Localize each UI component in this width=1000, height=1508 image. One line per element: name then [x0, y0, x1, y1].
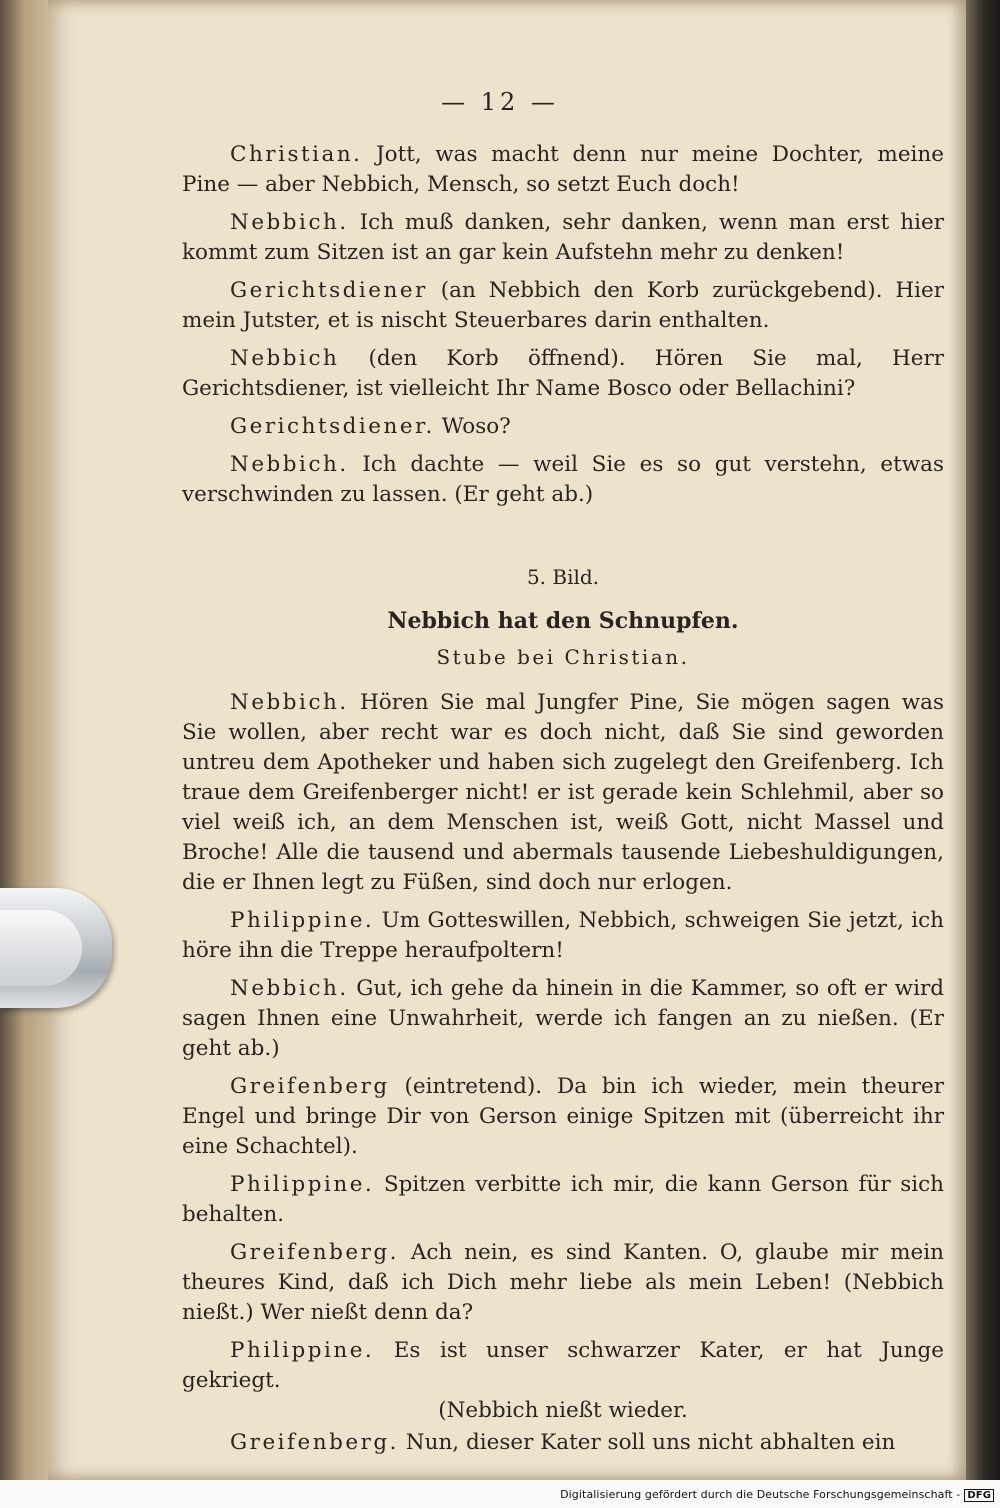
paragraph-text: Ich muß danken, sehr danken, wenn man erst hier kommt zum Sitzen ist an gar kein Aufstehn mehr zu denken! — [182, 210, 944, 265]
paragraph — [182, 1336, 944, 1396]
book-spine-right — [960, 0, 1000, 1508]
paragraph — [182, 1428, 944, 1458]
paragraph — [182, 1072, 944, 1162]
speaker-name: Gerichtsdiener. — [230, 414, 435, 439]
paragraph-text: (an Nebbich den Korb zurückgebend). Hier mein Jutster, et is nischt Steuerbares darin enthalten. — [182, 278, 944, 333]
speaker-name: Greifenberg — [230, 1074, 390, 1099]
page-number: — 12 — — [441, 88, 559, 116]
speaker-name: Nebbich — [230, 346, 340, 371]
paragraph-text: Ach nein, es sind Kanten. O, glaube mir mein theures Kind, daß ich Dich mehr liebe als mein Leben! (Nebbich nießt.) Wer nießt denn da? — [182, 1240, 944, 1325]
paragraph — [182, 140, 944, 200]
speaker-name: Christian. — [230, 142, 363, 167]
paragraph — [182, 344, 944, 404]
paragraph — [182, 412, 944, 442]
stage-direction: (Nebbich nießt wieder. — [438, 1398, 688, 1423]
paragraph — [182, 1238, 944, 1328]
dfg-logo: DFG — [964, 1489, 994, 1502]
paragraph-text: Um Gotteswillen, Nebbich, schweigen Sie jetzt, ich höre ihn die Treppe heraufpoltern! — [182, 908, 944, 963]
paragraph — [182, 974, 944, 1064]
paragraph — [182, 906, 944, 966]
paragraph — [182, 276, 944, 336]
speaker-name: Nebbich. — [230, 452, 349, 477]
bottom-text-block — [182, 688, 944, 1458]
scene-title: Nebbich hat den Schnupfen. — [387, 608, 739, 634]
paragraph — [182, 1170, 944, 1230]
speaker-name: Gerichtsdiener — [230, 278, 428, 303]
paragraph — [182, 688, 944, 898]
paragraph-text: (eintretend). Da bin ich wieder, mein theurer Engel und bringe Dir von Gerson einige Spitzen mit (überreicht ihr eine Schachtel). — [182, 1074, 944, 1159]
speaker-name: Greifenberg. — [230, 1430, 399, 1455]
paragraph-text: Woso? — [434, 414, 511, 439]
speaker-name: Philippine. — [230, 1172, 375, 1197]
speaker-name: Nebbich. — [230, 690, 349, 715]
scene-number: 5. Bild. — [526, 565, 600, 589]
paragraph-text: (den Korb öffnend). Hören Sie mal, Herr Gerichtsdiener, ist vielleicht Ihr Name Bosco oder Bellachini? — [182, 346, 944, 401]
paragraph-text: Hören Sie mal Jungfer Pine, Sie mögen sagen was Sie wollen, aber recht war es doch nicht, daß Sie sind geworden untreu dem Apotheker und haben sich zugelegt den Greifenberg. Ich traue dem Greifenberger nicht! er ist gerade kein Schlehmil, aber so viel weiß ich, an dem Menschen ist, weiß Gott, nicht Massel und Broche! Alle die tausend und abermals tausende Liebeshuldigungen, die er Ihnen legt zu Füßen, sind doch nur erlogen. — [182, 690, 944, 895]
paragraph-text: Spitzen verbitte ich mir, die kann Gerson für sich behalten. — [182, 1172, 944, 1227]
paragraph-text: Ich dachte — weil Sie es so gut verstehn, etwas verschwinden zu lassen. (Er geht ab.) — [182, 452, 944, 507]
speaker-name: Greifenberg. — [230, 1240, 399, 1265]
paragraph-text: Nun, dieser Kater soll uns nicht abhalten ein — [398, 1430, 896, 1455]
paragraph — [182, 208, 944, 268]
speaker-name: Philippine. — [230, 1338, 375, 1363]
page-clip — [0, 888, 112, 1008]
paragraph-text: Gut, ich gehe da hinein in die Kammer, so oft er wird sagen Ihnen eine Unwahrheit, werde ich fangen an zu nießen. (Er geht ab.) — [182, 976, 944, 1061]
page-clip-highlight — [0, 910, 82, 986]
speaker-name: Nebbich. — [230, 976, 349, 1001]
scene-setting: Stube bei Christian. — [436, 645, 690, 669]
paragraph-text: Jott, was macht denn nur meine Dochter, meine Pine — aber Nebbich, Mensch, so setzt Euch doch! — [182, 142, 944, 197]
paragraph-text: Es ist unser schwarzer Kater, er hat Junge gekriegt. — [182, 1338, 944, 1393]
paragraph — [182, 450, 944, 510]
top-text-block — [182, 140, 944, 518]
footer-text: Digitalisierung gefördert durch die Deutsche Forschungsgemeinschaft - — [560, 1488, 961, 1501]
footer — [560, 1488, 994, 1501]
scene-heading — [182, 562, 944, 680]
speaker-name: Philippine. — [230, 908, 375, 933]
speaker-name: Nebbich. — [230, 210, 349, 235]
